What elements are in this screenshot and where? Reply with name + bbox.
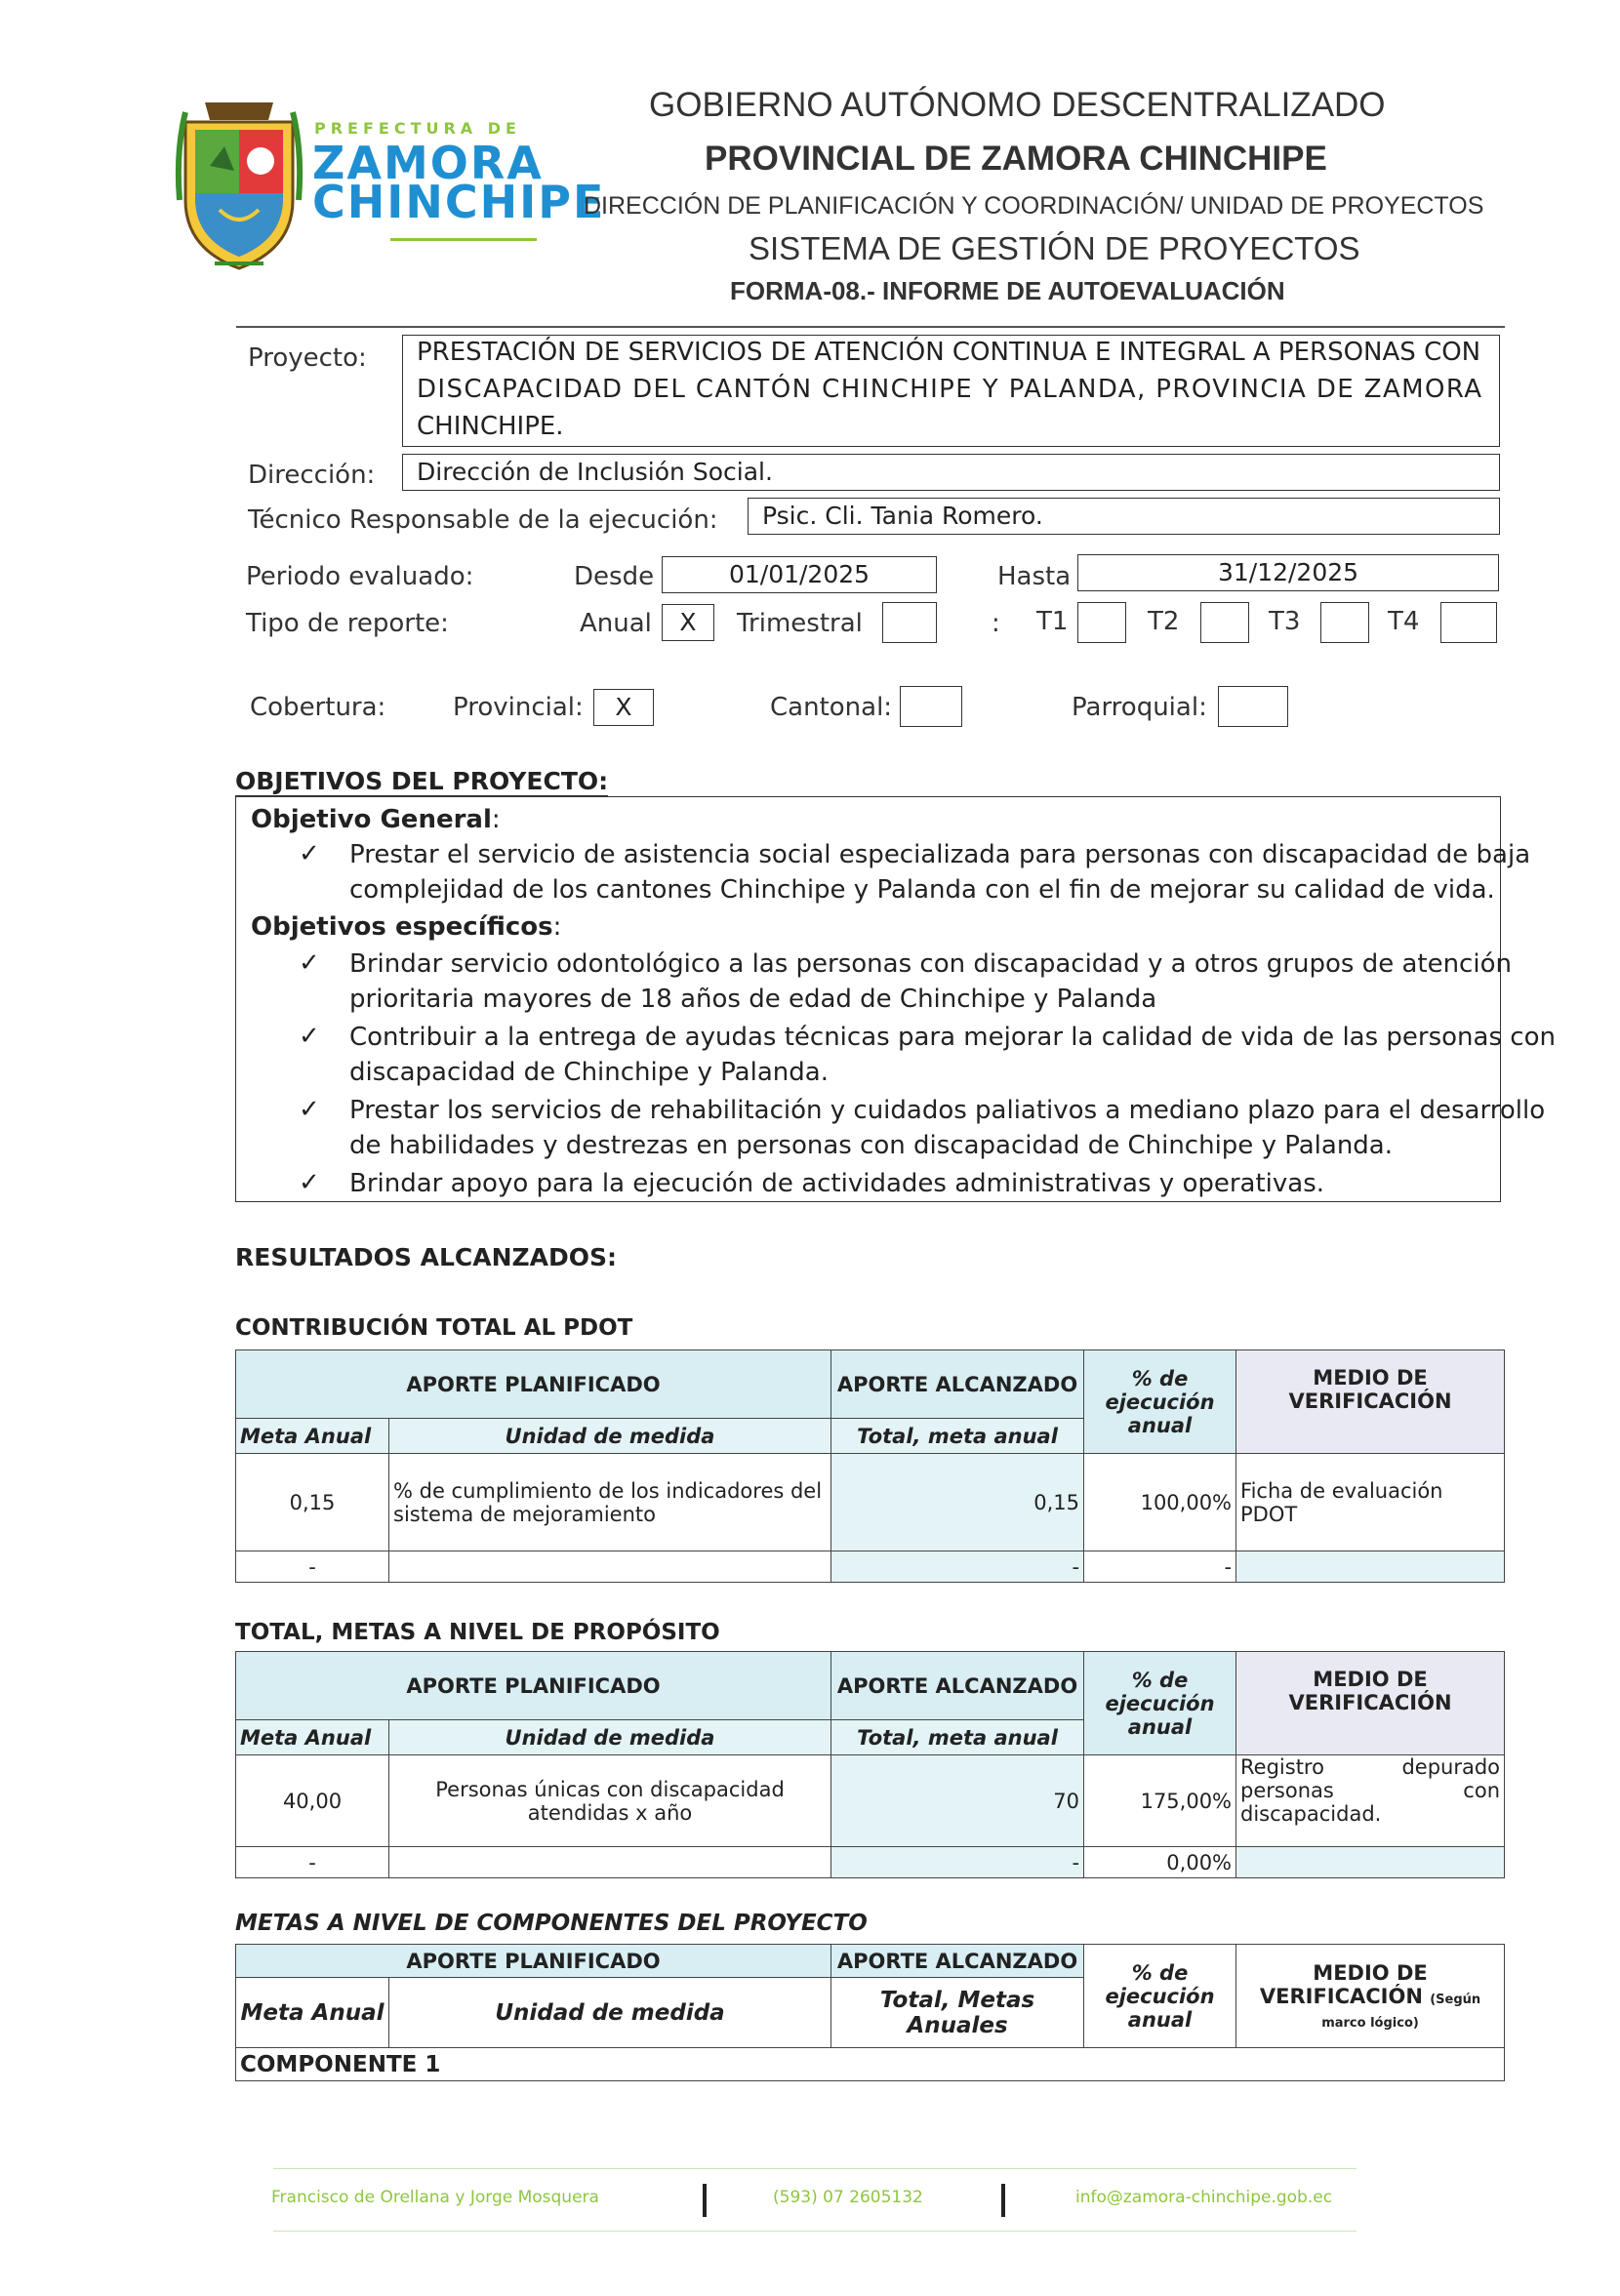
e4-line1: Brindar apoyo para la ejecución de actividades administrativas y operativas.	[349, 1169, 1325, 1198]
footer-separator-2	[1001, 2184, 1005, 2217]
proposito-medio-l2a: personas	[1240, 1779, 1334, 1802]
componentes-medio-header	[1236, 1945, 1505, 2048]
header-title1: GOBIERNO AUTÓNOMO DESCENTRALIZADO	[649, 86, 1386, 124]
pdot-unidad-cell	[389, 1454, 831, 1551]
parroquial-label: Parroquial:	[1072, 693, 1207, 722]
periodo-label: Periodo evaluado:	[246, 562, 474, 591]
crest-emblem	[166, 93, 312, 278]
trimestral-label: Trimestral	[737, 609, 863, 638]
general-label: Objetivo General	[251, 805, 492, 834]
proposito-meta-value: 40,00	[236, 1755, 389, 1847]
componentes-meta-anual-header: Meta Anual	[236, 1978, 389, 2048]
tipo-colon: :	[992, 609, 1000, 638]
pdot-aporte-alcanzado: APORTE ALCANZADO	[831, 1350, 1084, 1419]
parroquial-checkbox[interactable]	[1218, 686, 1288, 727]
proposito-r2-meta: -	[236, 1847, 389, 1878]
proposito-title: TOTAL, METAS A NIVEL DE PROPÓSITO	[235, 1620, 720, 1645]
proposito-table	[235, 1651, 1505, 1878]
footer-rule-top	[273, 2168, 1357, 2169]
especificos-heading	[251, 912, 561, 942]
pdot-total-value: 0,15	[831, 1454, 1084, 1551]
e3-line2: de habilidades y destrezas en personas con discapacidad de Chinchipe y Palanda.	[349, 1131, 1393, 1160]
footer-email: info@zamora-chinchipe.gob.ec	[1075, 2188, 1333, 2207]
header-rule	[236, 326, 1505, 328]
t4-label: T4	[1388, 607, 1420, 636]
proposito-total-value: 70	[831, 1755, 1084, 1847]
proposito-medio-l2: VERIFICACIÓN	[1288, 1690, 1452, 1714]
e3-line1: Prestar los servicios de rehabilitación y cuidados paliativos a mediano plazo para el desarrollo	[349, 1096, 1546, 1125]
e4-check-icon: ✓	[299, 1168, 320, 1197]
proposito-medio-header	[1236, 1652, 1505, 1755]
pdot-medio-l2: VERIFICACIÓN	[1288, 1389, 1452, 1413]
componente-1-row: COMPONENTE 1	[236, 2048, 1505, 2081]
logo-line1: PREFECTURA DE	[314, 119, 521, 138]
proposito-medio-l3: discapacidad.	[1240, 1802, 1382, 1826]
t3-checkbox[interactable]	[1320, 602, 1369, 643]
tecnico-field: Psic. Cli. Tania Romero.	[748, 498, 1500, 535]
general-heading	[251, 805, 501, 834]
e1-check-icon: ✓	[299, 948, 320, 978]
header-system: SISTEMA DE GESTIÓN DE PROYECTOS	[749, 230, 1360, 266]
pdot-r2-unidad	[389, 1551, 831, 1583]
resultados-heading: RESULTADOS ALCANZADOS:	[235, 1243, 617, 1271]
proposito-medio-l1b: depurado	[1401, 1755, 1501, 1779]
proposito-total-header: Total, meta anual	[831, 1720, 1084, 1755]
tecnico-label: Técnico Responsable de la ejecución:	[248, 505, 718, 535]
componentes-medio-l1: MEDIO DE	[1313, 1960, 1428, 1985]
desde-field: 01/01/2025	[662, 556, 937, 593]
especificos-label: Objetivos específicos	[251, 912, 553, 942]
pdot-table	[235, 1349, 1505, 1583]
logo-line2: ZAMORA	[312, 137, 544, 189]
componentes-pct-header	[1084, 1945, 1236, 2048]
anual-label: Anual	[580, 609, 652, 638]
proposito-medio-cell	[1236, 1755, 1505, 1847]
pdot-aporte-planificado: APORTE PLANIFICADO	[236, 1350, 831, 1419]
componentes-unidad-header: Unidad de medida	[389, 1978, 831, 2048]
project-label: Proyecto:	[248, 343, 367, 373]
pdot-r2-meta: -	[236, 1551, 389, 1583]
pdot-meta-anual-header: Meta Anual	[236, 1419, 389, 1454]
proposito-r2-medio	[1236, 1847, 1505, 1878]
t2-label: T2	[1148, 607, 1180, 636]
e2-line2: discapacidad de Chinchipe y Palanda.	[349, 1058, 829, 1087]
pdot-r2-medio	[1236, 1551, 1505, 1583]
footer-separator-1	[703, 2184, 707, 2217]
header-title2: PROVINCIAL DE ZAMORA CHINCHIPE	[705, 140, 1327, 178]
componentes-pct-l1: % de	[1131, 1960, 1189, 1985]
proposito-medio-l1a: Registro	[1240, 1755, 1324, 1779]
trimestral-checkbox[interactable]	[882, 602, 937, 643]
componentes-pct-l3: anual	[1127, 2007, 1193, 2032]
objetivos-heading: OBJETIVOS DEL PROYECTO:	[235, 767, 609, 795]
project-field	[402, 335, 1500, 447]
proposito-unidad-header: Unidad de medida	[389, 1720, 831, 1755]
e1-line2: prioritaria mayores de 18 años de edad de Chinchipe y Palanda	[349, 985, 1157, 1014]
t1-label: T1	[1036, 607, 1069, 636]
cobertura-label: Cobertura:	[250, 693, 386, 722]
componentes-medio-note: (Según marco lógico)	[1321, 1992, 1481, 2031]
t1-checkbox[interactable]	[1077, 602, 1126, 643]
proposito-unidad-l1: Personas únicas con discapacidad	[435, 1777, 785, 1801]
project-line1: PRESTACIÓN DE SERVICIOS DE ATENCIÓN CONTINUA E INTEGRAL A PERSONAS CON	[417, 338, 1481, 367]
pdot-unidad-l1: % de cumplimiento de los indicadores del	[393, 1478, 823, 1503]
pdot-medio-header	[1236, 1350, 1505, 1454]
pdot-medio-value: Ficha de evaluación PDOT	[1236, 1454, 1505, 1551]
pdot-pct-l1: % de	[1131, 1366, 1189, 1390]
componentes-title: METAS A NIVEL DE COMPONENTES DEL PROYECTO	[235, 1911, 868, 1936]
especificos-colon: :	[552, 912, 562, 942]
objetivos-box	[235, 796, 1556, 1202]
proposito-aporte-alcanzado: APORTE ALCANZADO	[831, 1652, 1084, 1720]
proposito-meta-anual-header: Meta Anual	[236, 1720, 389, 1755]
proposito-unidad-l2: atendidas x año	[527, 1800, 693, 1825]
pdot-unidad-l2: sistema de mejoramiento	[393, 1502, 656, 1526]
componentes-aporte-alcanzado: APORTE ALCANZADO	[831, 1945, 1084, 1978]
componentes-medio-l2: VERIFICACIÓN	[1259, 1984, 1423, 2008]
general-line1: Prestar el servicio de asistencia social especializada para personas con discapacidad de baja	[349, 840, 1531, 869]
cantonal-label: Cantonal:	[770, 693, 893, 722]
pdot-medio-l1: MEDIO DE	[1313, 1365, 1428, 1390]
t4-checkbox[interactable]	[1440, 602, 1497, 643]
pdot-pct-l2: ejecución	[1105, 1390, 1215, 1414]
cantonal-checkbox[interactable]	[900, 686, 962, 727]
proposito-pct-value: 175,00%	[1084, 1755, 1236, 1847]
general-colon: :	[491, 805, 501, 834]
proposito-pct-l1: % de	[1131, 1668, 1189, 1692]
pdot-title: CONTRIBUCIÓN TOTAL AL PDOT	[235, 1315, 633, 1341]
t3-label: T3	[1269, 607, 1301, 636]
e1-line1: Brindar servicio odontológico a las personas con discapacidad y a otros grupos de atención	[349, 949, 1512, 979]
footer-phone: (593) 07 2605132	[773, 2188, 923, 2207]
componentes-pct-l2: ejecución	[1105, 1984, 1215, 2008]
logo-underline	[390, 238, 537, 241]
project-line3: CHINCHIPE.	[417, 412, 564, 441]
componentes-table	[235, 1944, 1505, 2081]
e2-check-icon: ✓	[299, 1022, 320, 1051]
anual-checkbox[interactable]: X	[662, 604, 714, 641]
proposito-pct-l2: ejecución	[1105, 1691, 1215, 1715]
componentes-total-header: Total, Metas Anuales	[831, 1978, 1084, 2048]
general-line2: complejidad de los cantones Chinchipe y Palanda con el fin de mejorar su calidad de vida.	[349, 875, 1495, 905]
provincial-checkbox[interactable]: X	[593, 689, 654, 726]
proposito-r2-total: -	[831, 1847, 1084, 1878]
direccion-label: Dirección:	[248, 461, 376, 490]
proposito-pct-l3: anual	[1127, 1714, 1193, 1739]
provincial-label: Provincial:	[453, 693, 584, 722]
proposito-r2-pct: 0,00%	[1084, 1847, 1236, 1878]
proposito-r2-unidad	[389, 1847, 831, 1878]
hasta-field: 31/12/2025	[1077, 554, 1499, 591]
componentes-aporte-planificado: APORTE PLANIFICADO	[236, 1945, 831, 1978]
pdot-unidad-header: Unidad de medida	[389, 1419, 831, 1454]
t2-checkbox[interactable]	[1200, 602, 1249, 643]
footer-address: Francisco de Orellana y Jorge Mosquera	[271, 2188, 599, 2207]
header-subtitle: DIRECCIÓN DE PLANIFICACIÓN Y COORDINACIÓN/ UNIDAD DE PROYECTOS	[584, 192, 1484, 220]
project-line2: DISCAPACIDAD DEL CANTÓN CHINCHIPE Y PALANDA, PROVINCIA DE ZAMORA	[417, 375, 1483, 404]
general-check-icon: ✓	[299, 839, 320, 868]
e2-line1: Contribuir a la entrega de ayudas técnicas para mejorar la calidad de vida de las personas con	[349, 1023, 1556, 1052]
hasta-label: Hasta	[997, 562, 1072, 591]
logo-line3: CHINCHIPE	[312, 176, 606, 228]
footer-rule-bottom	[273, 2231, 1357, 2232]
pdot-meta-value: 0,15	[236, 1454, 389, 1551]
pdot-pct-header	[1084, 1350, 1236, 1454]
direccion-field: Dirección de Inclusión Social.	[402, 454, 1500, 491]
proposito-unidad-cell	[389, 1755, 831, 1847]
proposito-pct-header	[1084, 1652, 1236, 1755]
header-form: FORMA-08.- INFORME DE AUTOEVALUACIÓN	[730, 276, 1285, 305]
proposito-aporte-planificado: APORTE PLANIFICADO	[236, 1652, 831, 1720]
tipo-label: Tipo de reporte:	[246, 609, 449, 638]
pdot-pct-value: 100,00%	[1084, 1454, 1236, 1551]
e3-check-icon: ✓	[299, 1095, 320, 1124]
pdot-pct-l3: anual	[1127, 1413, 1193, 1437]
proposito-medio-l2b: con	[1463, 1779, 1501, 1802]
pdot-r2-pct: -	[1084, 1551, 1236, 1583]
desde-label: Desde	[574, 562, 655, 591]
proposito-medio-l1: MEDIO DE	[1313, 1667, 1428, 1691]
pdot-total-header: Total, meta anual	[831, 1419, 1084, 1454]
pdot-r2-total: -	[831, 1551, 1084, 1583]
